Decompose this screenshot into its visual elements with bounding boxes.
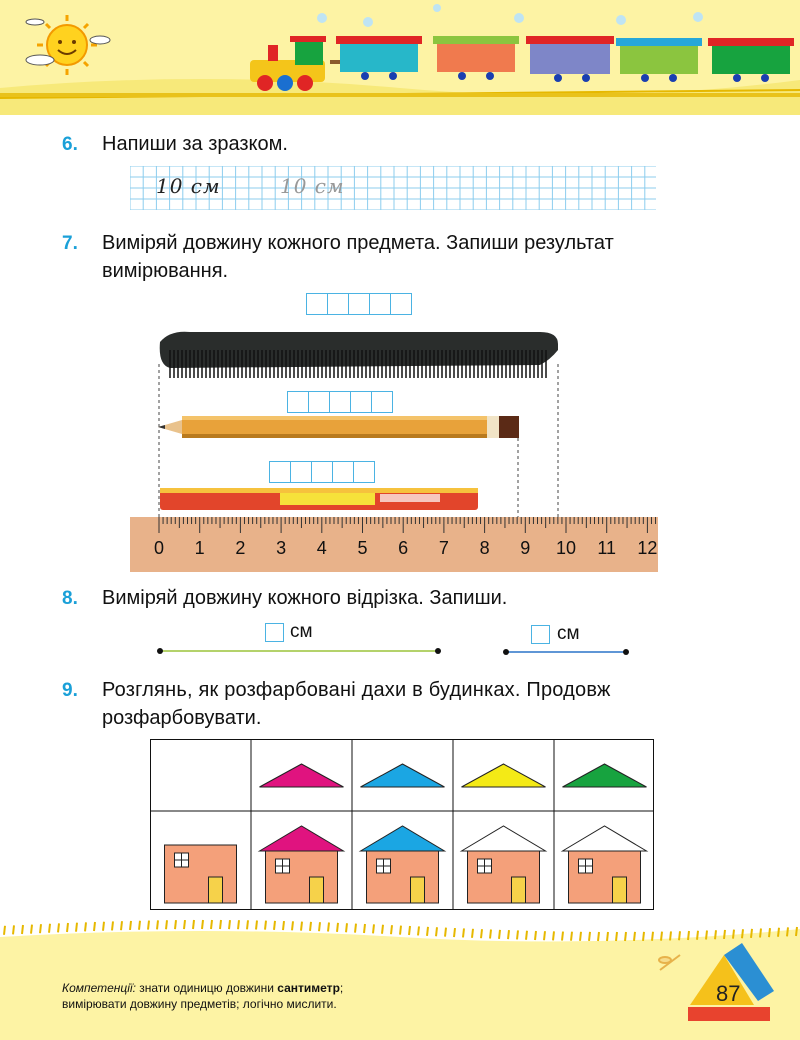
task-8-text: Виміряй довжину кожного відрізка. Запиши. [102, 587, 508, 609]
task-9-text-line2: розфарбовувати. [102, 707, 262, 729]
ruler-tick-label: 12 [637, 538, 658, 558]
grass-fringe [0, 93, 800, 97]
ruler-tick-label: 4 [316, 538, 327, 558]
task-6-number: 6. [62, 134, 78, 155]
footer-background [0, 915, 800, 1040]
footer-competencies [62, 980, 343, 1012]
task-6-text: Напиши за зразком. [102, 133, 288, 155]
pencil-image [158, 416, 519, 438]
ruler-tick-label: 11 [597, 538, 617, 558]
task-9-number: 9. [62, 680, 78, 701]
ruler-tick-label: 3 [276, 538, 287, 558]
answer-cell[interactable] [306, 293, 328, 315]
ruler-tick-label: 6 [398, 538, 409, 558]
measurement-illustration [130, 320, 670, 575]
task-9-text-line1: Розглянь, як розфарбовані дахи в будинках. Продовж [102, 679, 611, 701]
segment-2-unit: см [557, 623, 580, 644]
segment-1-unit: см [290, 621, 313, 642]
segment-2-answer-box[interactable] [531, 625, 550, 644]
candy-image [160, 488, 478, 510]
answer-cell[interactable] [391, 293, 412, 315]
ruler-labels [130, 538, 658, 564]
footer-line2: вимірювати довжину предметів; логічно мислити. [62, 997, 337, 1011]
segment-1-answer-box[interactable] [265, 623, 284, 642]
header-illustration [0, 0, 800, 115]
task-8-number: 8. [62, 588, 78, 609]
segment-2 [496, 645, 636, 659]
footer-bold-term: сантиметр [277, 981, 340, 995]
comb-answer-boxes [306, 293, 412, 315]
task-7-text-line2: вимірювання. [102, 260, 229, 282]
ruler-tick-label: 7 [438, 538, 449, 558]
page-number: 87 [716, 981, 741, 1006]
ruler-tick-label: 5 [357, 538, 368, 558]
task-7-text-line1: Виміряй довжину кожного предмета. Запиши результат [102, 232, 614, 254]
segment-1 [150, 644, 450, 658]
footer-label: Компетенції: [62, 981, 136, 995]
footer-line1-text: знати одиницю довжини [135, 981, 278, 995]
ruler-tick-label: 1 [194, 538, 205, 558]
ruler-tick-label: 9 [520, 538, 531, 558]
task-7-number: 7. [62, 233, 78, 254]
ruler-tick-label: 0 [153, 538, 165, 558]
ruler-tick-label: 8 [479, 538, 490, 558]
answer-cell[interactable] [328, 293, 349, 315]
footer-line1-end: ; [339, 981, 344, 995]
house-1 [165, 845, 237, 903]
page-number-logo [684, 935, 779, 1025]
answer-cell[interactable] [349, 293, 370, 315]
ruler-tick-label: 2 [235, 538, 246, 558]
ruler-tick-label: 10 [555, 538, 577, 558]
comb-image [160, 332, 558, 378]
task-6-trace: 10 см [280, 174, 345, 198]
answer-cell[interactable] [370, 293, 391, 315]
task-6-sample: 10 см [156, 174, 221, 198]
roof-pattern-table [150, 739, 655, 911]
